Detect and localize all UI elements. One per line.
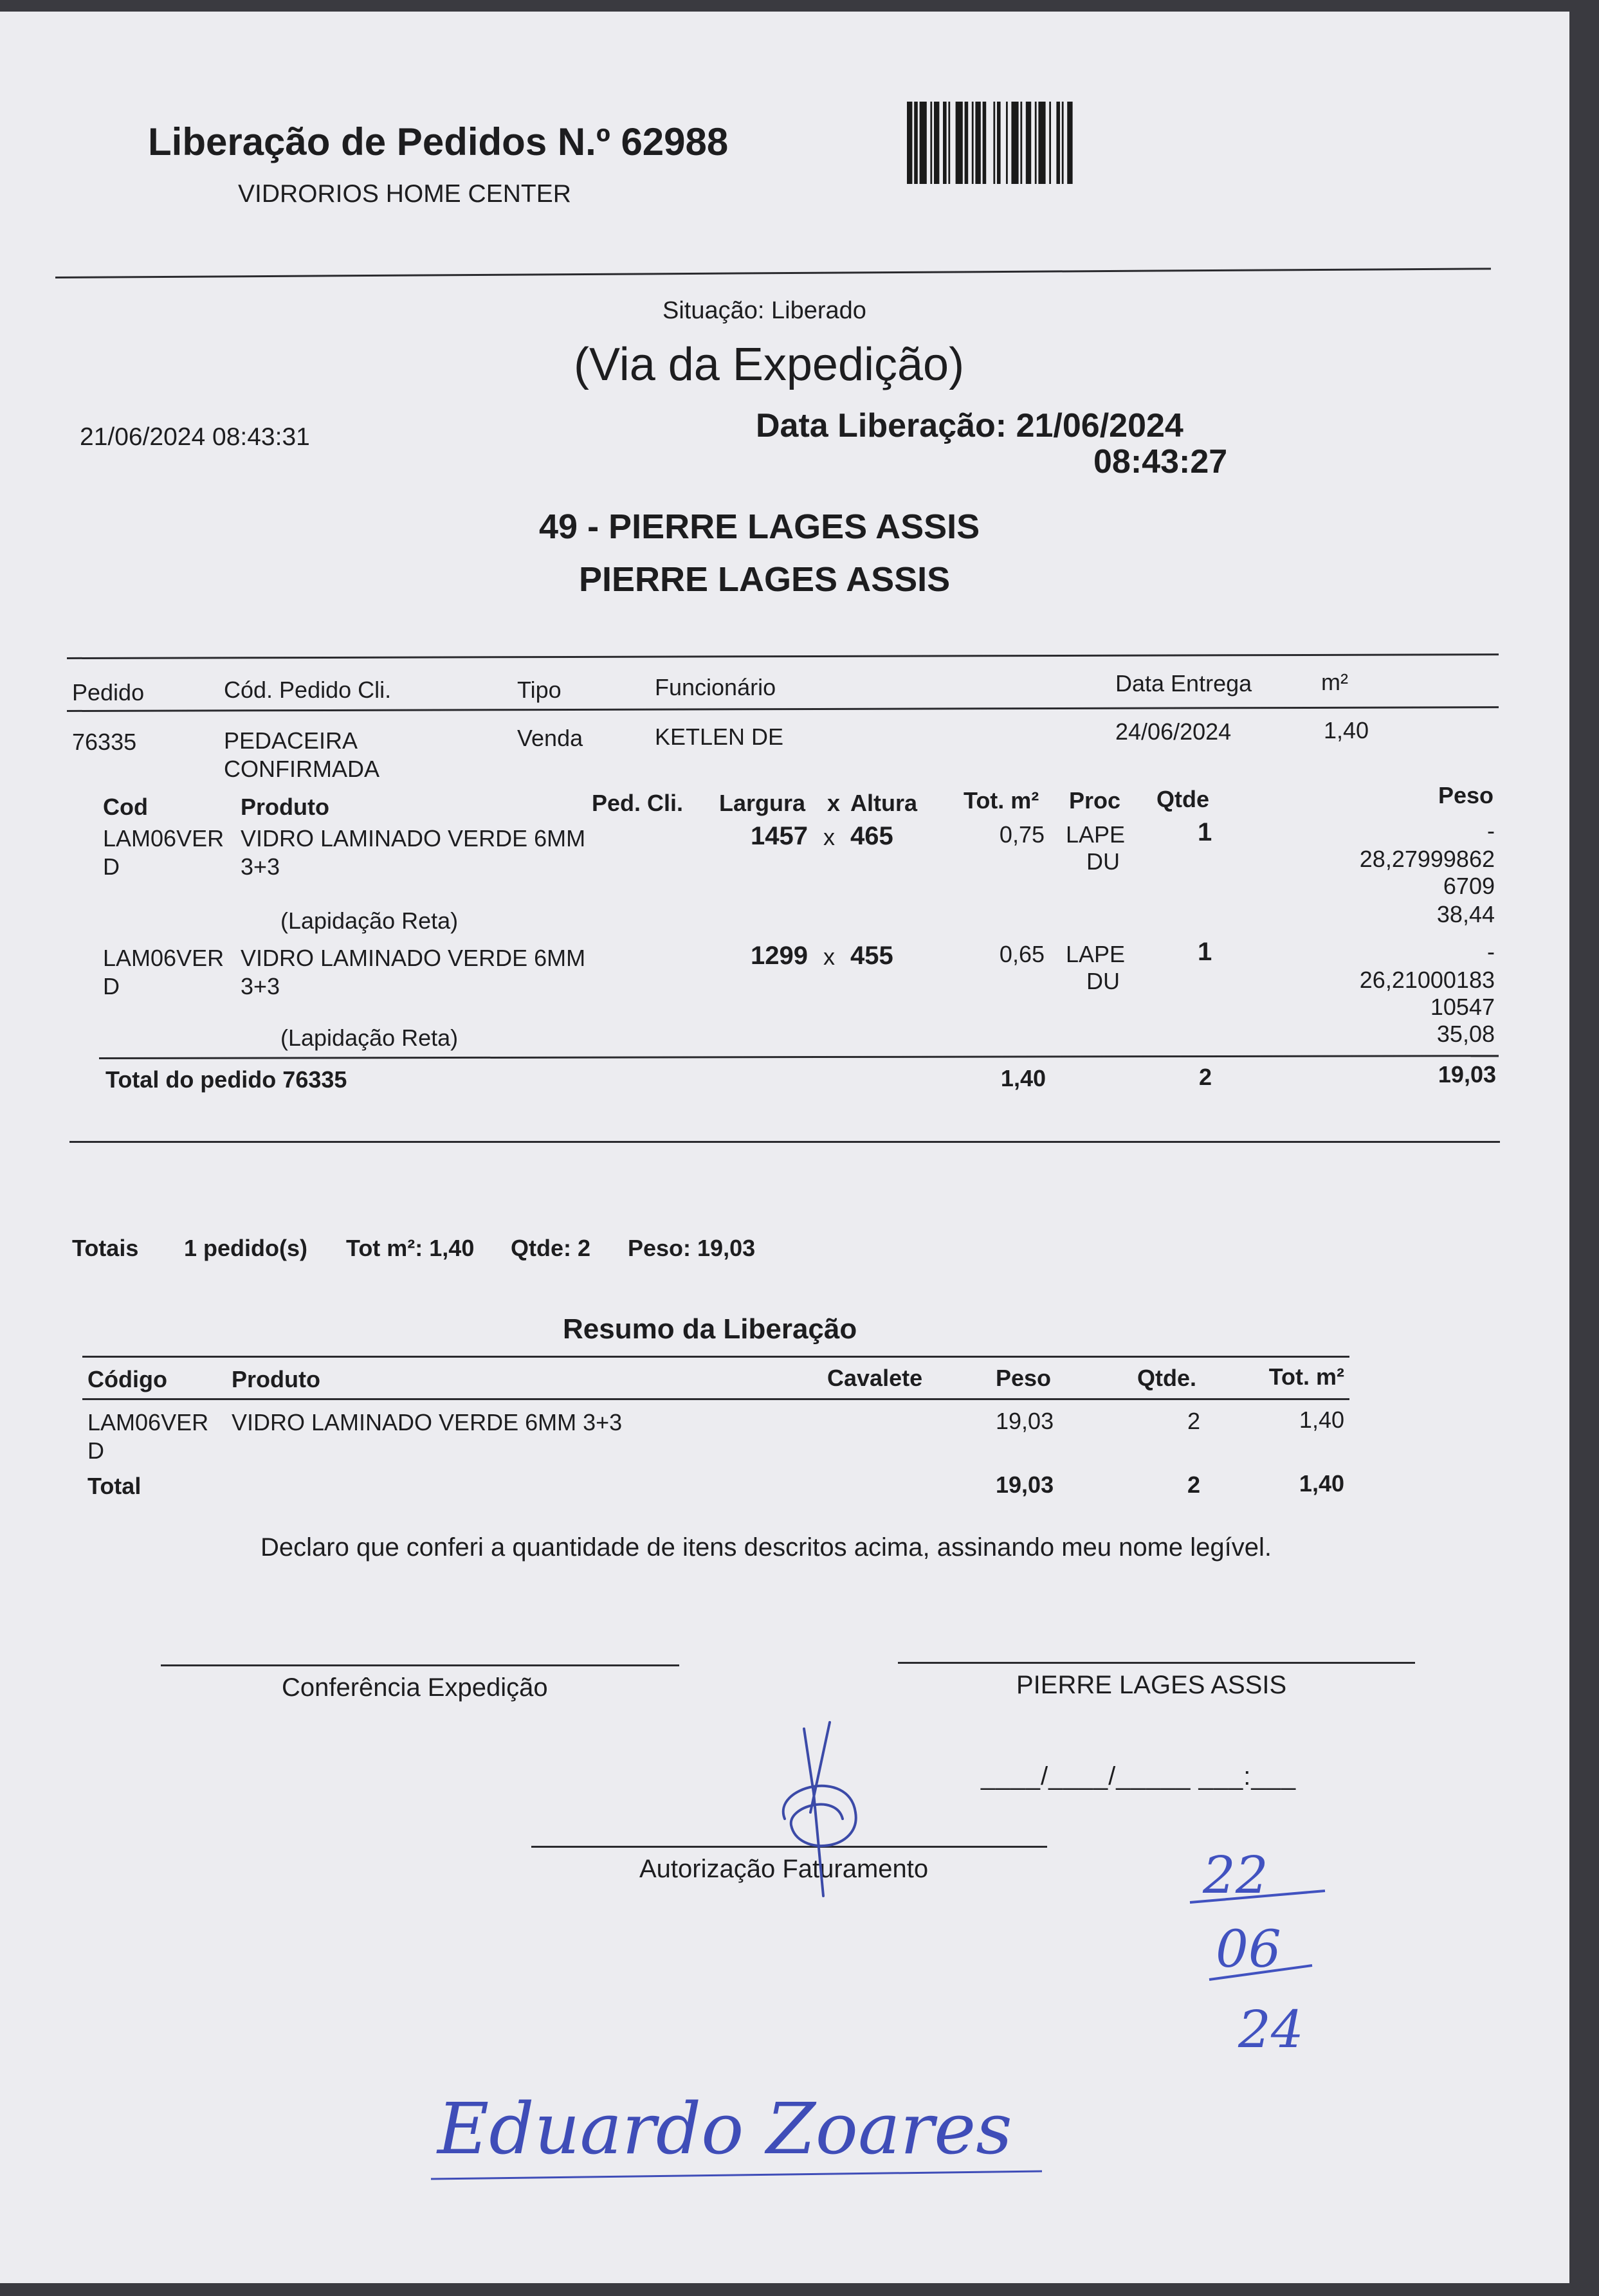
items-col-ped-cli: Ped. Cli. [592, 790, 684, 816]
order-header-line [67, 706, 1499, 712]
liberacao-time: 08:43:27 [1093, 443, 1228, 480]
item-cod-2: D [103, 973, 120, 999]
item-produto-1: VIDRO LAMINADO VERDE 6MM [241, 825, 586, 852]
signature-label-autorizacao: Autorização Faturamento [639, 1855, 929, 1883]
totais-qtde: Qtde: 2 [511, 1235, 591, 1261]
document-title: Liberação de Pedidos N.º 62988 [148, 120, 729, 163]
order-total-peso: 19,03 [1438, 1061, 1496, 1088]
handwritten-signature [425, 2082, 1055, 2198]
signature-line-conferencia [161, 1664, 679, 1666]
order-m2: 1,40 [1324, 717, 1369, 743]
item-tot-m2: 0,65 [999, 941, 1045, 967]
col-m2: m² [1321, 669, 1348, 695]
col-data-entrega: Data Entrega [1115, 670, 1252, 697]
totais-m2: Tot m²: 1,40 [346, 1235, 475, 1261]
item-cod-1: LAM06VER [103, 945, 224, 971]
item-peso-1: - [1487, 938, 1495, 965]
items-col-x: x [827, 790, 841, 816]
item-peso-3: 10547 [1430, 994, 1495, 1020]
items-col-tot-m2: Tot. m² [964, 787, 1039, 814]
item-cod-2: D [103, 853, 120, 880]
item-produto-2: 3+3 [241, 853, 280, 880]
item-x: x [823, 943, 835, 970]
col-funcionario: Funcionário [655, 674, 776, 700]
item-x: x [823, 824, 835, 850]
order-total-m2: 1,40 [1000, 1065, 1046, 1091]
item-largura: 1457 [751, 822, 808, 850]
totals-divider [69, 1141, 1500, 1143]
order-cod-pedido-cli-2: CONFIRMADA [224, 756, 379, 782]
resumo-col-qtde: Qtde. [1137, 1365, 1197, 1391]
resumo-codigo-2: D [87, 1437, 104, 1464]
items-col-qtde: Qtde [1156, 786, 1210, 812]
resumo-total-qtde: 2 [1187, 1471, 1200, 1498]
resumo-tot-m2: 1,40 [1299, 1407, 1344, 1433]
totais-label: Totais [72, 1235, 139, 1261]
order-top-line [67, 653, 1499, 659]
items-col-proc: Proc [1069, 787, 1121, 814]
items-col-altura: Altura [850, 790, 918, 816]
liberacao-date: Data Liberação: 21/06/2024 [756, 407, 1183, 444]
totais-peso: Peso: 19,03 [628, 1235, 756, 1261]
client-name: PIERRE LAGES ASSIS [579, 560, 951, 599]
declaration-text: Declaro que conferi a quantidade de itens descritos acima, assinando meu nome legível. [260, 1533, 1272, 1562]
item-qtde: 1 [1198, 818, 1212, 846]
resumo-qtde: 2 [1187, 1408, 1200, 1434]
resumo-col-cavalete: Cavalete [827, 1365, 923, 1391]
date-time-blank: ____/____/_____ ___:___ [981, 1762, 1297, 1790]
resumo-title: Resumo da Liberação [563, 1313, 857, 1345]
item-altura: 455 [850, 942, 893, 970]
items-col-peso: Peso [1438, 782, 1494, 808]
items-col-produto: Produto [241, 794, 329, 820]
item-proc-1: LAPE [1065, 941, 1126, 967]
via-label: (Via da Expedição) [574, 339, 965, 390]
item-peso-3: 6709 [1443, 873, 1495, 899]
signature-label-cliente: PIERRE LAGES ASSIS [1016, 1671, 1287, 1699]
resumo-produto: VIDRO LAMINADO VERDE 6MM 3+3 [232, 1409, 623, 1435]
resumo-codigo-1: LAM06VER [87, 1409, 209, 1435]
handwritten-year: 24 [1238, 2000, 1304, 2059]
handwritten-month: 06 [1216, 1919, 1281, 1979]
resumo-total-peso: 19,03 [996, 1471, 1054, 1498]
item-altura: 465 [850, 822, 893, 850]
item-peso-4: 38,44 [1436, 901, 1495, 927]
resumo-peso: 19,03 [996, 1408, 1054, 1434]
item-produto-1: VIDRO LAMINADO VERDE 6MM [241, 945, 586, 971]
order-pedido: 76335 [72, 729, 137, 755]
item-peso-2: 26,21000183 [1359, 967, 1495, 993]
print-datetime: 21/06/2024 08:43:31 [80, 423, 310, 451]
order-total-line [99, 1055, 1499, 1059]
item-peso-1: - [1487, 817, 1495, 844]
item-largura: 1299 [751, 942, 808, 970]
order-total-qtde: 2 [1199, 1064, 1212, 1090]
signature-line-cliente [898, 1662, 1415, 1664]
col-tipo: Tipo [517, 677, 562, 703]
item-proc-2: DU [1086, 968, 1120, 994]
items-col-largura: Largura [719, 790, 806, 816]
col-pedido: Pedido [72, 679, 145, 706]
handwritten-date [1183, 1838, 1351, 2076]
item-proc-1: LAPE [1065, 821, 1126, 848]
company-name: VIDRORIOS HOME CENTER [238, 180, 571, 208]
order-tipo: Venda [517, 725, 583, 751]
resumo-col-tot-m2: Tot. m² [1268, 1363, 1344, 1390]
items-col-cod: Cod [103, 794, 148, 820]
header-divider [55, 268, 1491, 278]
order-total-label: Total do pedido 76335 [105, 1066, 347, 1093]
resumo-total-label: Total [87, 1473, 142, 1499]
item-produto-2: 3+3 [241, 973, 280, 999]
barcode-icon [907, 102, 1158, 184]
resumo-total-m2: 1,40 [1299, 1470, 1344, 1497]
handwritten-initials [759, 1716, 888, 1909]
resumo-col-peso: Peso [996, 1365, 1052, 1391]
item-proc-2: DU [1086, 848, 1120, 875]
handwritten-day: 22 [1203, 1845, 1268, 1905]
item-note: (Lapidação Reta) [280, 1025, 459, 1051]
item-note: (Lapidação Reta) [280, 907, 459, 934]
item-tot-m2: 0,75 [999, 821, 1045, 848]
totais-pedidos: 1 pedido(s) [184, 1235, 308, 1261]
handwritten-signature-name: Eduardo Zoares [437, 2088, 1012, 2170]
client-code-name: 49 - PIERRE LAGES ASSIS [539, 507, 980, 546]
order-data-entrega: 24/06/2024 [1115, 718, 1232, 745]
resumo-header-line [82, 1398, 1349, 1400]
resumo-top-line [82, 1356, 1349, 1358]
item-peso-4: 35,08 [1436, 1021, 1495, 1047]
status-situacao: Situação: Liberado [662, 297, 866, 324]
signature-label-conferencia: Conferência Expedição [282, 1673, 548, 1702]
document-sheet [0, 12, 1569, 2283]
order-funcionario: KETLEN DE [655, 724, 784, 750]
item-peso-2: 28,27999862 [1359, 846, 1495, 872]
resumo-col-codigo: Código [87, 1366, 167, 1392]
order-cod-pedido-cli-1: PEDACEIRA [224, 727, 358, 754]
resumo-col-produto: Produto [232, 1366, 320, 1392]
col-cod-pedido-cli: Cód. Pedido Cli. [224, 677, 392, 703]
item-qtde: 1 [1198, 938, 1212, 966]
item-cod-1: LAM06VER [103, 825, 224, 852]
